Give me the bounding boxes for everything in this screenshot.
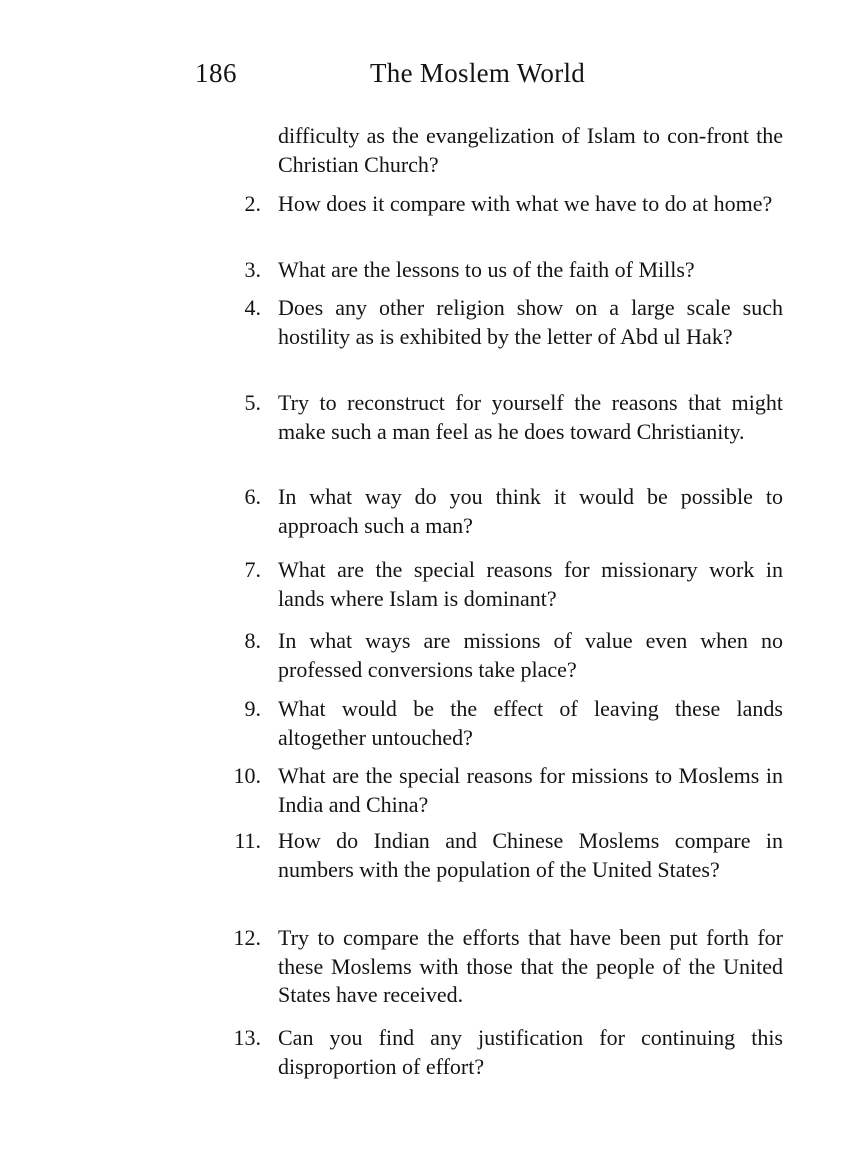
question-number: 9. <box>244 696 261 721</box>
question-text: Try to reconstruct for yourself the reasons that might make such a man feel as he does toward Christianity. <box>278 390 783 444</box>
question-text: In what way do you think it would be possible to approach such a man? <box>278 484 783 538</box>
question-number: 12. <box>233 925 261 950</box>
running-title: The Moslem World <box>370 58 586 88</box>
question-text: How does it compare with what we have to do at home? <box>278 191 773 216</box>
question-text: What are the special reasons for missions to Moslems in India and China? <box>278 763 783 817</box>
question-text: In what ways are missions of value even when no professed conversions take place? <box>278 628 783 682</box>
question-number: 2. <box>244 191 261 216</box>
question-text: How do Indian and Chinese Moslems compare in numbers with the population of the United States? <box>278 828 783 882</box>
question-text: What would be the effect of leaving these lands altogether untouched? <box>278 696 783 750</box>
question-text: What are the lessons to us of the faith of Mills? <box>278 257 695 282</box>
question-number: 6. <box>244 484 261 509</box>
question-number: 5. <box>244 390 261 415</box>
question-number: 7. <box>244 557 261 582</box>
question-text: Does any other religion show on a large scale such hostility as is exhibited by the letter of Abd ul Hak? <box>278 295 783 349</box>
question-text: Try to compare the efforts that have been put forth for these Moslems with those that the people of the United States have received. <box>278 925 783 1008</box>
question-text: What are the special reasons for missionary work in lands where Islam is dominant? <box>278 557 783 611</box>
question-number: 13. <box>233 1025 261 1050</box>
question-number: 11. <box>234 828 261 853</box>
continued-question-text: difficulty as the evangelization of Islam to con-front the Christian Church? <box>278 123 783 177</box>
question-text: Can you find any justification for continuing this disproportion of effort? <box>278 1025 783 1079</box>
question-number: 3. <box>244 257 261 282</box>
question-number: 10. <box>233 763 261 788</box>
question-number: 4. <box>244 295 261 320</box>
page-number: 186 <box>195 58 237 88</box>
question-number: 8. <box>244 628 261 653</box>
